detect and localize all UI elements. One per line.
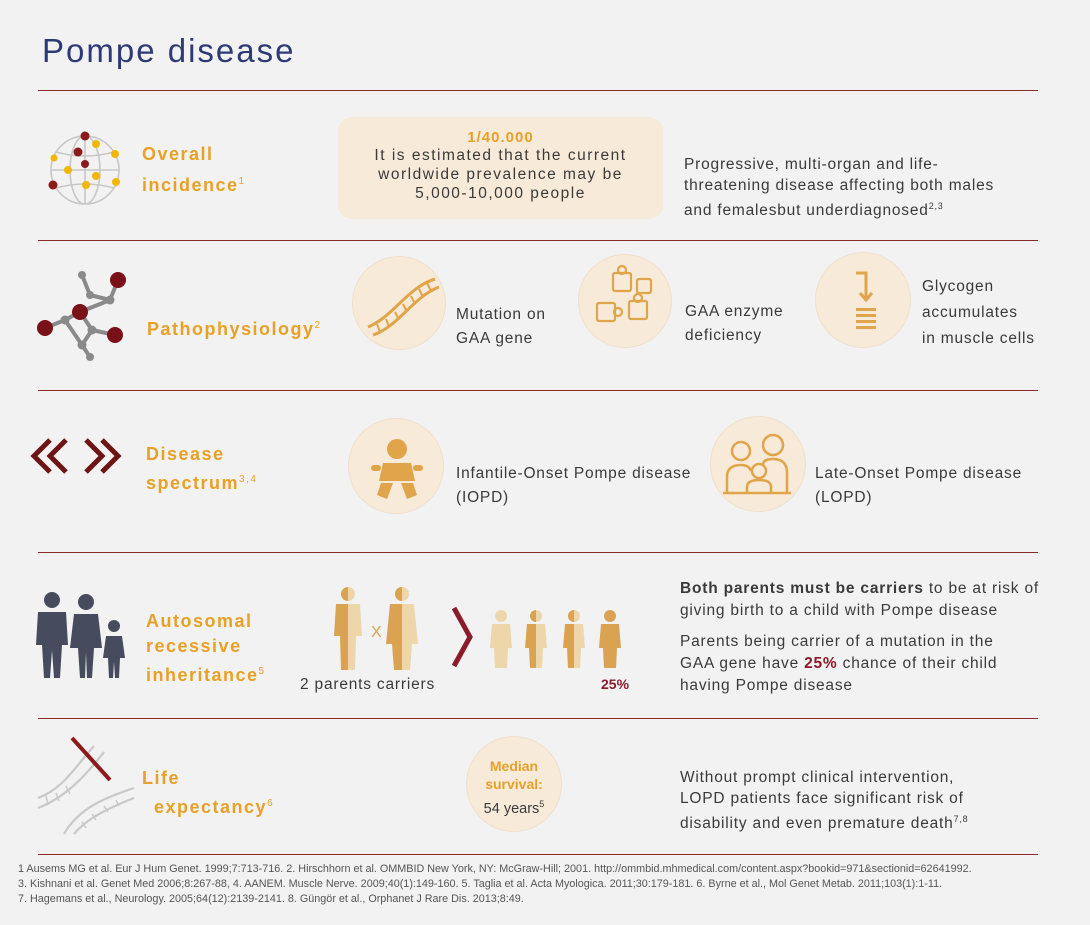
iopd-text: Infantile-Onset Pompe disease (IOPD) (456, 465, 692, 506)
spectrum-label: Disease spectrum$^{3,4}$ (146, 444, 258, 493)
divider (38, 240, 1038, 241)
divider (38, 552, 1038, 553)
lopd-text: Late-Onset Pompe disease (LOPD) (815, 465, 1023, 506)
incidence-label: Overall incidence$^1$ (142, 144, 246, 195)
chevrons-icon (32, 438, 122, 474)
children-icon (486, 608, 628, 670)
molecule-icon (30, 265, 130, 365)
baby-icon (348, 418, 444, 514)
glycogen-accumulation-icon (815, 252, 911, 348)
page-title: Pompe disease (42, 32, 296, 69)
prevalence-value: 1/40.000 (467, 129, 534, 146)
broken-dna-icon (34, 738, 138, 836)
divider (38, 718, 1038, 719)
family-silhouette-icon (30, 590, 130, 680)
mutation-text: Mutation on GAA gene (456, 306, 546, 347)
parents-caption: 2 parents carriers (300, 676, 436, 693)
cross-symbol: X (371, 624, 382, 641)
divider (38, 90, 1038, 91)
divider (38, 390, 1038, 391)
globe-icon (48, 130, 124, 208)
puzzle-icon (578, 254, 672, 348)
inheritance-label: Autosomal recessive inheritance$^5$ (146, 611, 266, 685)
prevalence-box: 1/40.000 It is estimated that the current worldwide prevalence may be 5,000-10,000 people (338, 117, 663, 219)
divider (38, 854, 1038, 855)
family-icon (710, 416, 806, 512)
references: 1 Ausems MG et al. Eur J Hum Genet. 1999;7:713-716. 2. Hirschhorn et al. OMMBID New York, NY: McGraw-Hill; 2001. http://ommbid.mhmedical.com/content.aspx?bookid=971&sectionid=62641992. 3. Kishnani et al. Genet Med 2006;8:267-88, 4. AANEM. Muscle Nerve. 2009;40(1):149-160. 5. Taglia et al. Acta Myologica. 2011;30:179-181. 6. Byrne et al., Mol Genet Metab. 2011;103(1):1-11. 7. Hagemans et al., Neurology. 2005;64(12):2139-2141. 8. Güngör et al., Orphanet J Rare Dis. 2013;8:49. (18, 863, 972, 905)
dna-icon (352, 256, 446, 350)
incidence-description: Progressive, multi-organ and life- threatening disease affecting both males and femalesbut underdiagnosed$^{2,3}$ (684, 156, 995, 220)
enzyme-text: GAA enzyme deficiency (685, 303, 784, 344)
median-survival-badge: Median survival: 54 years$^5$ (466, 736, 562, 832)
inheritance-description: Both parents must be carriers to be at risk of giving birth to a child with Pompe disease Parents being carrier of a mutation in the GAA gene have 25% chance of their child having Pompe disease (680, 580, 1039, 694)
life-description: Without prompt clinical intervention, LOPD patients face significant risk of disability and even premature death$^{7,8}$ (680, 769, 969, 833)
life-label: Life expectancy$^6$ (142, 768, 275, 817)
glycogen-text: Glycogen accumulates in muscle cells (922, 278, 1035, 347)
arrow-chevron-icon (450, 606, 474, 668)
pathophysiology-label: Pathophysiology$^2$ (147, 319, 322, 339)
percent-label: 25% (601, 676, 630, 692)
